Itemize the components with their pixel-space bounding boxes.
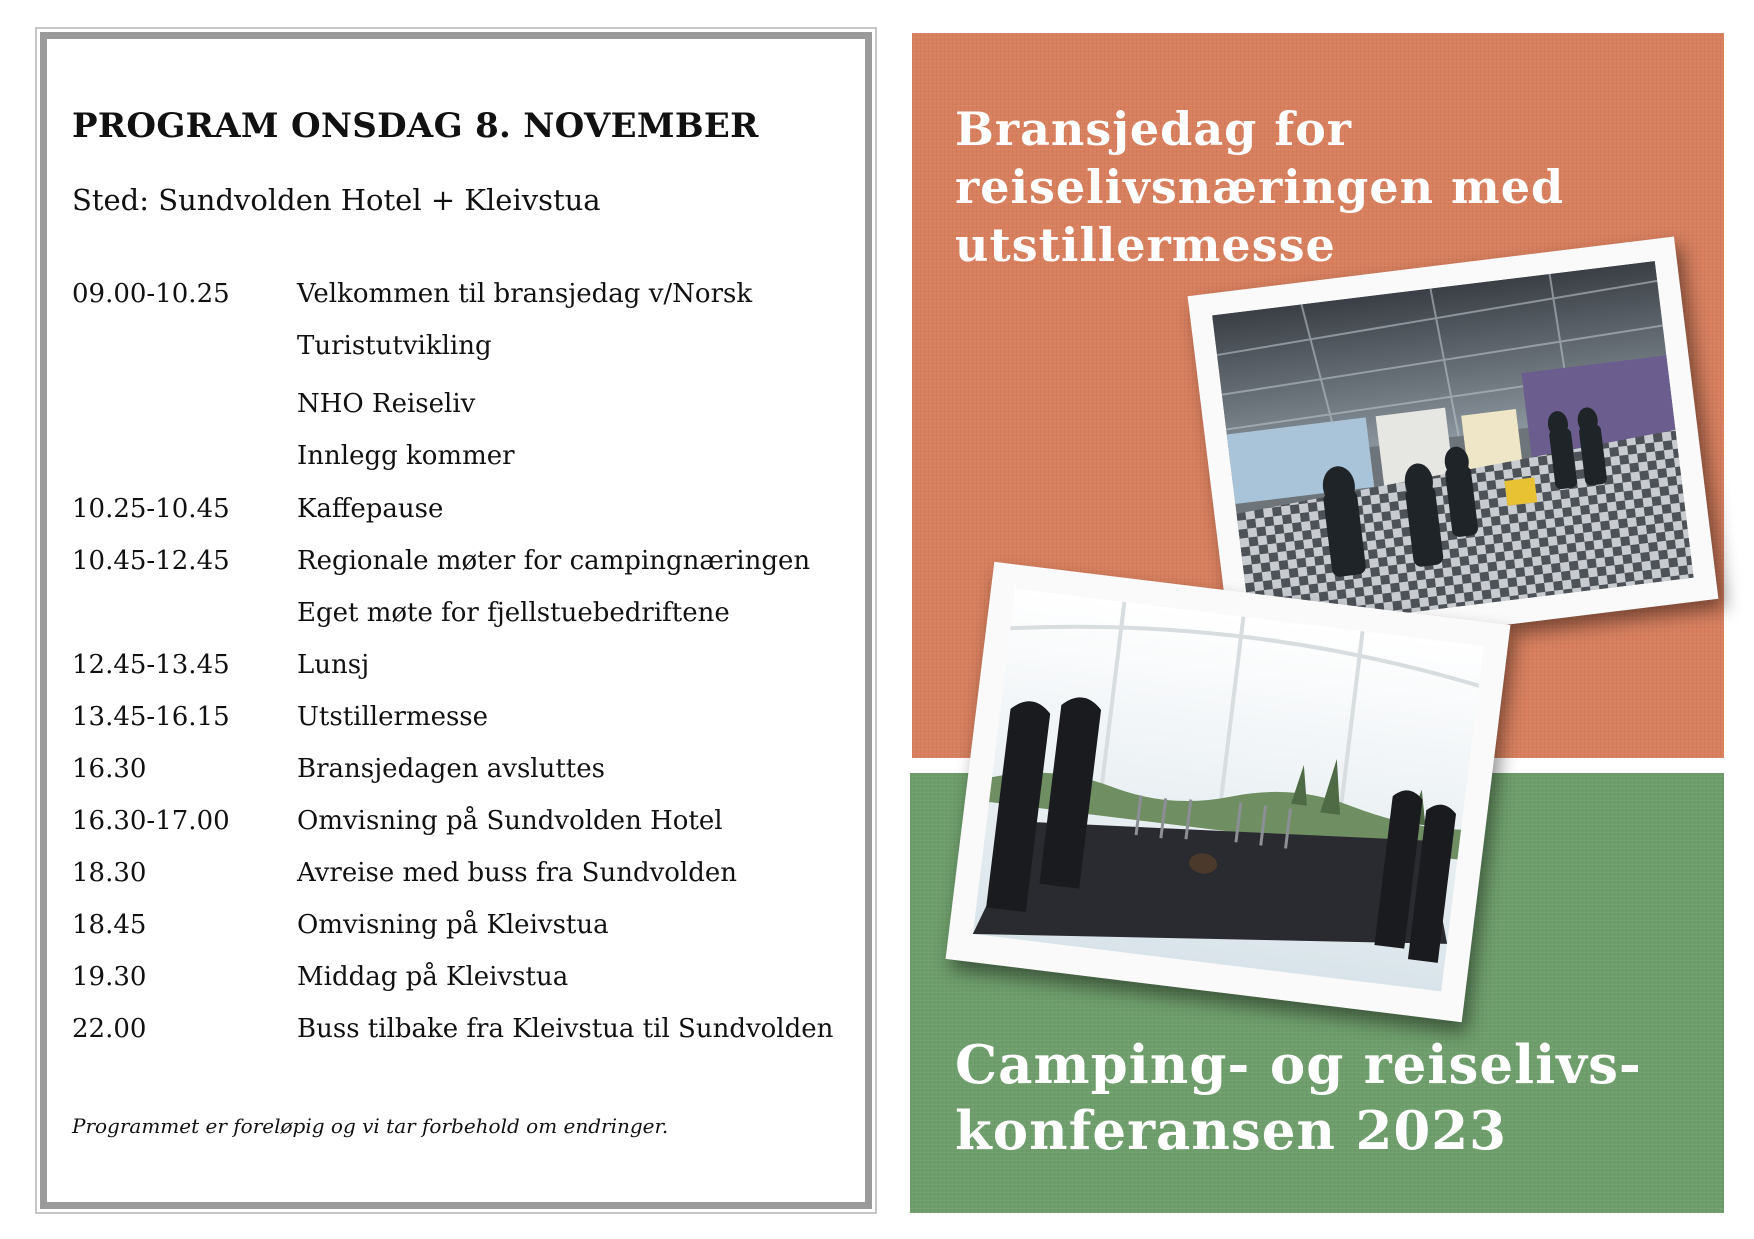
exhibition-hall-illustration [1212,261,1694,632]
schedule-item: Buss tilbake fra Kleivstua til Sundvolden [297,1014,834,1044]
schedule-item: Omvisning på Kleivstua [297,910,609,940]
schedule-item: Middag på Kleivstua [297,962,569,992]
schedule-item: Kaffepause [297,494,444,524]
schedule-time: 10.45-12.45 [72,546,230,576]
schedule-time: 09.00-10.25 [72,279,230,309]
program-panel [40,32,872,1209]
schedule-item: Lunsj [297,650,370,680]
schedule-item: Utstillermesse [297,702,489,732]
schedule-time: 13.45-16.15 [72,702,230,732]
schedule-time: 16.30-17.00 [72,806,230,836]
schedule-item: Avreise med buss fra Sundvolden [297,858,738,888]
program-disclaimer: Programmet er foreløpig og vi tar forbehold om endringer. [72,1114,669,1138]
schedule-item: Regionale møter for campingnæringen [297,546,811,576]
schedule-time: 22.00 [72,1014,147,1044]
schedule-item: Turistutvikling [297,331,492,361]
schedule-time: 18.30 [72,858,147,888]
dining-room-photo [946,562,1511,1022]
schedule-item: Bransjedagen avsluttes [297,754,605,784]
schedule-time: 18.45 [72,910,147,940]
schedule-item: Innlegg kommer [297,441,515,471]
schedule-time: 10.25-10.45 [72,494,230,524]
program-venue: Sted: Sundvolden Hotel + Kleivstua [72,183,601,217]
schedule-item: Velkommen til bransjedag v/Norsk [297,279,753,309]
schedule-time: 19.30 [72,962,147,992]
conference-title: Camping- og reiselivs- konferansen 2023 [955,1034,1642,1162]
program-title: PROGRAM ONSDAG 8. NOVEMBER [72,106,759,146]
schedule-item: NHO Reiseliv [297,389,476,419]
schedule-time: 12.45-13.45 [72,650,230,680]
schedule-time: 16.30 [72,754,147,784]
dining-room-illustration [973,589,1484,992]
schedule-item: Eget møte for fjellstuebedriftene [297,598,730,628]
event-title: Bransjedag for reiselivsnæringen med utstillermesse [955,102,1565,272]
schedule-item: Omvisning på Sundvolden Hotel [297,806,723,836]
